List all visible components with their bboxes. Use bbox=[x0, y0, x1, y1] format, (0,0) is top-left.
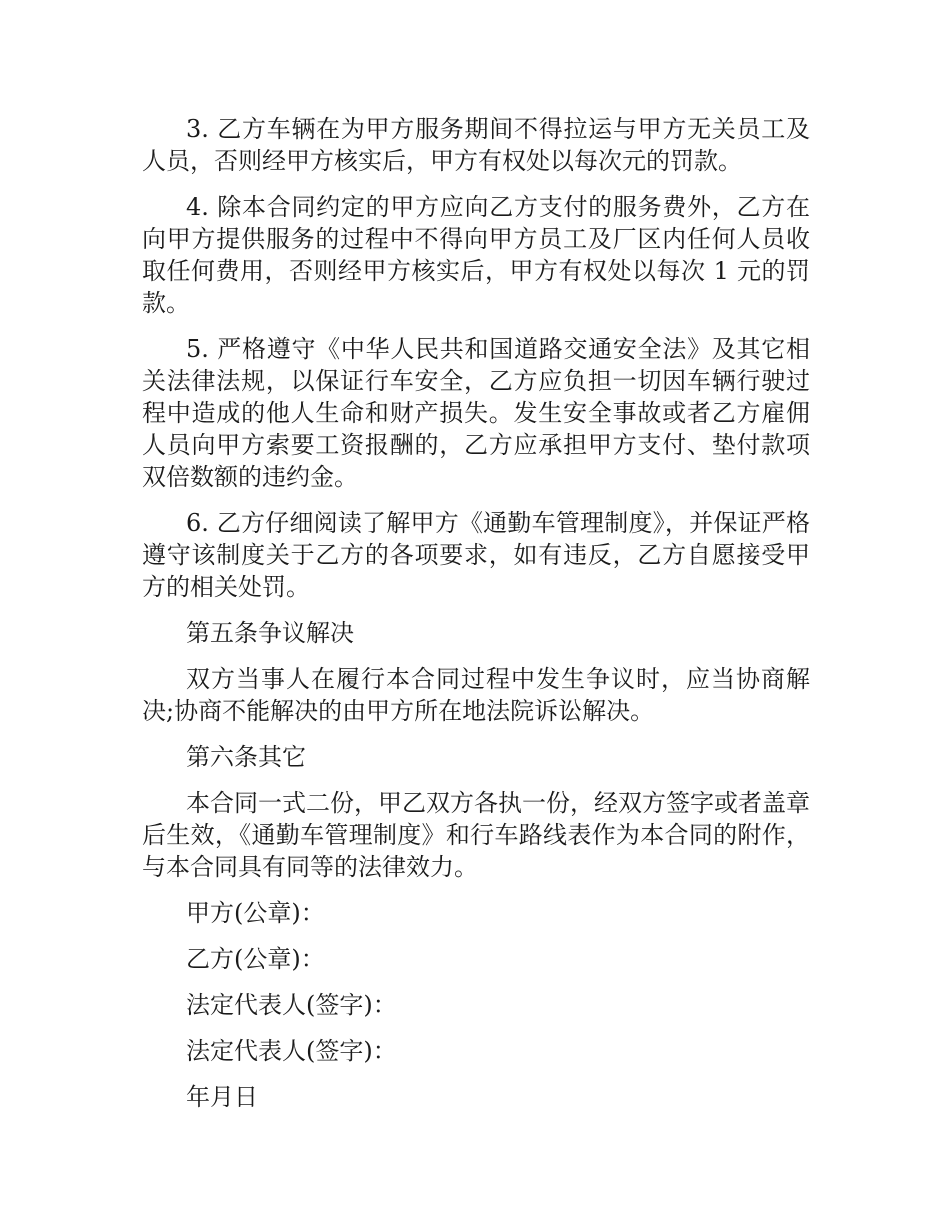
party-a-seal-line: 甲方(公章)： bbox=[186, 899, 325, 927]
article-6-heading: 第六条其它 bbox=[186, 743, 306, 771]
article-5-heading: 第五条争议解决 bbox=[186, 619, 354, 647]
clause-6-paragraph: 6. 乙方仔细阅读了解甲方《通勤车管理制度》，并保证严格遵守该制度关于乙方的各项要求，如有违反，乙方自愿接受甲方的相关处罚。 bbox=[142, 509, 810, 601]
clause-5-paragraph: 5. 严格遵守《中华人民共和国道路交通安全法》及其它相关法律法规，以保证行车安全，乙方应负担一切因车辆行驶过程中造成的他人生命和财产损失。发生安全事故或者乙方雇佣人员向甲方索要工资报酬的，乙方应承担甲方支付、垫付款项双倍数额的违约金。 bbox=[142, 335, 810, 491]
dispute-resolution-paragraph: 双方当事人在履行本合同过程中发生争议时，应当协商解决;协商不能解决的由甲方所在地法院诉讼解决。 bbox=[142, 665, 810, 725]
date-line: 年月日 bbox=[186, 1083, 258, 1111]
legal-representative-signature-line-a: 法定代表人(签字)： bbox=[186, 991, 397, 1019]
legal-representative-signature-line-b: 法定代表人(签字)： bbox=[186, 1037, 397, 1065]
party-b-seal-line: 乙方(公章)： bbox=[186, 945, 325, 973]
document-body bbox=[142, 113, 810, 1127]
other-terms-paragraph: 本合同一式二份，甲乙双方各执一份，经双方签字或者盖章后生效，《通勤车管理制度》和行车路线表作为本合同的附作，与本合同具有同等的法律效力。 bbox=[142, 789, 810, 881]
clause-4-paragraph: 4. 除本合同约定的甲方应向乙方支付的服务费外，乙方在向甲方提供服务的过程中不得向甲方员工及厂区内任何人员收取任何费用，否则经甲方核实后，甲方有权处以每次 1 元的罚款。 bbox=[142, 193, 810, 317]
clause-3-paragraph: 3. 乙方车辆在为甲方服务期间不得拉运与甲方无关员工及人员，否则经甲方核实后，甲方有权处以每次元的罚款。 bbox=[142, 115, 810, 175]
